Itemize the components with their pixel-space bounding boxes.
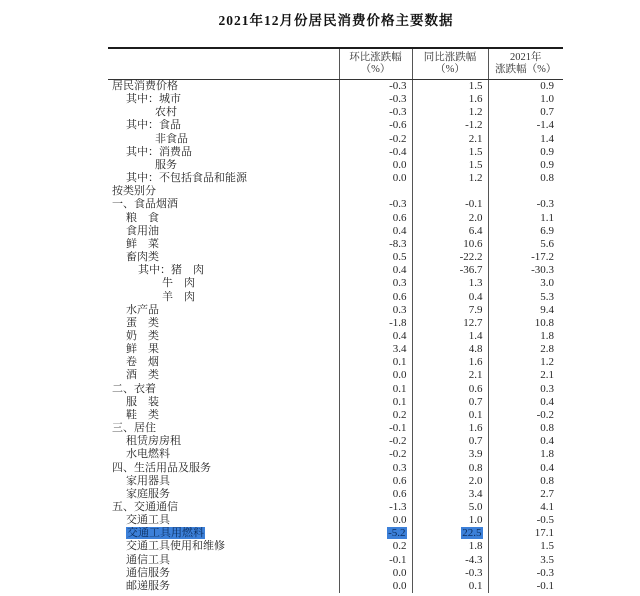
cell-yoy: 0.7: [468, 435, 483, 448]
header-mom-line1: 环比涨跌幅: [349, 51, 402, 63]
row-label: 水产品: [126, 303, 159, 316]
cell-mom: -0.1: [389, 422, 407, 435]
row-label: 食用油: [126, 224, 159, 237]
table-row: [108, 330, 563, 343]
cell-year: 3.5: [540, 553, 554, 566]
row-label: 农村: [155, 106, 177, 119]
table-row: [108, 580, 563, 593]
cell-yoy: 1.3: [468, 277, 483, 290]
cell-year: 1.0: [540, 93, 554, 106]
table-row: [108, 435, 563, 448]
cell-year: 0.7: [540, 106, 554, 119]
row-label: 按类别分: [112, 185, 156, 198]
table-row: [108, 488, 563, 501]
row-label: 粮 食: [126, 211, 159, 224]
cell-yoy: 1.2: [468, 172, 483, 185]
cell-mom: 0.1: [392, 382, 407, 395]
cell-year: 0.8: [540, 422, 554, 435]
row-label: 五、交通通信: [112, 501, 178, 513]
cell-yoy: 1.5: [468, 145, 483, 158]
cell-yoy: 0.1: [468, 408, 483, 421]
row-label: 居民消费价格: [112, 80, 178, 92]
cell-yoy: 0.7: [468, 395, 483, 408]
row-label: 一、食品烟酒: [112, 198, 178, 211]
row-label: 鲜 菜: [126, 237, 159, 250]
row-label: 服务: [155, 158, 177, 171]
header-year-line1: 2021年: [510, 51, 542, 63]
header-yoy-line1: 同比涨跌幅: [423, 51, 477, 63]
cpi-table: [108, 47, 563, 593]
cell-year: 1.8: [540, 448, 554, 461]
table-row: [108, 554, 563, 567]
cell-yoy: 10.6: [463, 237, 483, 250]
row-label: 卷 烟: [126, 356, 159, 369]
cell-year: 1.8: [540, 329, 554, 342]
header-label-column: [108, 48, 339, 80]
table-row: [108, 212, 563, 225]
cell-mom: 0.2: [392, 540, 407, 553]
row-label: 其中：猪 肉: [138, 264, 204, 277]
cell-year: -17.2: [531, 251, 554, 264]
row-label: 畜肉类: [126, 251, 159, 264]
cell-yoy: 1.5: [468, 80, 483, 92]
cell-mom: -0.2: [389, 435, 407, 448]
cell-yoy: -22.2: [459, 251, 483, 264]
table-row: [108, 291, 563, 304]
cell-year: -0.1: [536, 579, 554, 592]
row-label: 鞋 类: [126, 408, 159, 421]
cell-year: 6.9: [540, 224, 554, 237]
row-label: 交通工具使用和维修: [126, 540, 225, 553]
row-label: 奶 类: [126, 329, 159, 342]
header-yoy-line2: （%）: [435, 64, 465, 75]
cell-year: 17.1: [534, 527, 554, 540]
cell-year: -0.2: [536, 408, 554, 421]
cell-year: -0.3: [536, 198, 554, 211]
table-row: [108, 185, 563, 198]
cell-year: 0.9: [540, 158, 554, 171]
cell-yoy: 6.4: [468, 224, 483, 237]
cell-year: 4.1: [540, 501, 554, 513]
cell-yoy: 0.4: [468, 290, 483, 303]
page-title: 2021年12月份居民消费价格主要数据: [218, 13, 454, 28]
cell-yoy: 5.0: [468, 501, 483, 513]
table-row: [108, 159, 563, 172]
row-label: 家庭服务: [126, 487, 170, 500]
table-row: [108, 119, 563, 132]
cell-year: 2.1: [540, 369, 554, 382]
cell-mom: 0.0: [392, 369, 407, 382]
table-row: [108, 304, 563, 317]
cell-mom: 0.6: [392, 211, 407, 224]
cell-mom: 0.4: [392, 264, 407, 277]
cell-year: 5.6: [540, 237, 554, 250]
row-label: 通信服务: [126, 566, 170, 579]
cell-yoy: -0.3: [465, 566, 483, 579]
table-row: [108, 475, 563, 488]
table-row: [108, 106, 563, 119]
cell-mom: 0.4: [392, 224, 407, 237]
cell-year: 0.9: [540, 80, 554, 92]
table-row: [108, 93, 563, 106]
cell-year: 1.1: [540, 211, 554, 224]
cell-yoy: 2.0: [468, 474, 483, 487]
header-mom-line2: （%）: [360, 64, 391, 75]
cell-yoy: 1.6: [468, 356, 483, 369]
table-row: [108, 238, 563, 251]
cell-yoy: 0.8: [468, 461, 483, 474]
cell-mom: -0.3: [389, 106, 407, 119]
cell-mom: 0.0: [392, 158, 407, 171]
cell-mom: -1.8: [389, 316, 407, 329]
cell-mom: 0.1: [392, 356, 407, 369]
cell-mom: 0.3: [392, 303, 407, 316]
cell-year: 0.8: [540, 474, 554, 487]
table-row: [108, 448, 563, 461]
cell-yoy: 1.4: [468, 329, 483, 342]
cell-mom: 0.3: [392, 277, 407, 290]
cell-year: 0.3: [540, 382, 554, 395]
table-row: [108, 198, 563, 211]
cell-year: 1.5: [540, 540, 554, 553]
row-label: 二、衣着: [112, 382, 156, 395]
cell-mom: 0.2: [392, 408, 407, 421]
header-year-line2: 涨跌幅（%）: [495, 64, 557, 75]
cell-yoy: 4.8: [468, 343, 483, 356]
cell-yoy: 1.2: [468, 106, 483, 119]
cell-mom: 0.3: [392, 461, 407, 474]
cell-year: -1.4: [536, 119, 554, 132]
row-label: 其中：食品: [126, 119, 181, 132]
row-label: 家用器具: [126, 474, 170, 487]
cell-year: 0.9: [540, 145, 554, 158]
cell-mom: 0.0: [392, 579, 407, 592]
table-row: [108, 133, 563, 146]
cell-mom: 0.6: [392, 487, 407, 500]
row-label: 羊 肉: [162, 290, 195, 303]
cell-year: 9.4: [540, 303, 554, 316]
row-label: 交通工具用燃料: [127, 527, 204, 540]
cell-year: 0.4: [540, 461, 554, 474]
row-label: 交通工具: [126, 514, 170, 527]
cell-mom: 3.4: [392, 343, 407, 356]
cell-yoy: 1.6: [468, 93, 483, 106]
cell-mom: 0.5: [392, 251, 407, 264]
cell-year: 3.0: [540, 277, 554, 290]
table-row: [108, 343, 563, 356]
cell-mom: -0.4: [389, 145, 407, 158]
table-row: [108, 567, 563, 580]
row-label: 三、居住: [112, 422, 156, 435]
header-row: [108, 48, 563, 80]
row-label: 水电燃料: [126, 448, 170, 461]
cell-yoy: -36.7: [459, 264, 483, 277]
cell-year: -0.5: [536, 514, 554, 527]
row-label: 非食品: [155, 132, 188, 145]
table-row: [108, 172, 563, 185]
row-label: 其中：城市: [126, 93, 181, 106]
table-row: [108, 80, 563, 94]
row-label: 其中：消费品: [126, 145, 192, 158]
table-row: [108, 356, 563, 369]
cell-yoy: 0.6: [468, 382, 483, 395]
cell-mom: 0.0: [392, 172, 407, 185]
header-year: [488, 48, 563, 80]
cell-year: -30.3: [531, 264, 554, 277]
table-row: [108, 251, 563, 264]
row-label: 服 装: [126, 395, 159, 408]
cell-year: 0.8: [540, 172, 554, 185]
header-yoy: [412, 48, 488, 80]
cell-yoy: 1.8: [468, 540, 483, 553]
table-row: [108, 501, 563, 514]
cell-year: 10.8: [534, 316, 554, 329]
cell-mom: 0.1: [392, 395, 407, 408]
table-row: [108, 527, 563, 540]
table-body: [108, 80, 563, 594]
cell-year: 1.2: [540, 356, 554, 369]
row-label: 酒 类: [126, 369, 159, 382]
row-label: 通信工具: [126, 553, 170, 566]
table-row: [108, 383, 563, 396]
cell-yoy: 3.9: [468, 448, 483, 461]
cell-yoy: 1.0: [468, 514, 483, 527]
cell-mom: 0.0: [392, 514, 407, 527]
table-row: [108, 409, 563, 422]
row-label: 牛 肉: [162, 277, 195, 290]
table-row: [108, 396, 563, 409]
cell-yoy: 2.0: [468, 211, 483, 224]
cell-yoy: 7.9: [468, 303, 483, 316]
cell-year: 1.4: [540, 132, 554, 145]
cell-yoy: 1.5: [468, 158, 483, 171]
cell-mom: 0.6: [392, 290, 407, 303]
cell-year: 0.4: [540, 435, 554, 448]
document-page: [108, 0, 564, 593]
table-row: [108, 277, 563, 290]
cell-yoy: 2.1: [468, 369, 483, 382]
cell-year: -0.3: [536, 566, 554, 579]
cell-yoy: 12.7: [463, 316, 483, 329]
cell-yoy: -0.1: [465, 198, 483, 211]
table-row: [108, 462, 563, 475]
table-row: [108, 225, 563, 238]
cell-yoy: 0.1: [468, 579, 483, 592]
row-label: 租赁房房租: [126, 435, 181, 448]
cell-yoy: 1.6: [468, 422, 483, 435]
table-row: [108, 369, 563, 382]
row-label: 四、生活用品及服务: [112, 461, 211, 474]
cell-yoy: 22.5: [462, 527, 482, 540]
cell-mom: 0.4: [392, 329, 407, 342]
cell-yoy: -4.3: [465, 553, 483, 566]
cell-mom: -0.2: [389, 132, 407, 145]
cell-mom: -0.6: [389, 119, 407, 132]
row-label: 邮递服务: [126, 579, 170, 592]
row-label: 其中：不包括食品和能源: [126, 172, 247, 185]
cell-year: 0.4: [540, 395, 554, 408]
cell-year: 2.7: [540, 487, 554, 500]
cell-mom: -0.2: [389, 448, 407, 461]
cell-year: 5.3: [540, 290, 554, 303]
cell-yoy: 3.4: [468, 487, 483, 500]
row-label: 蛋 类: [126, 316, 159, 329]
table-header: [108, 48, 563, 80]
cell-yoy: -1.2: [465, 119, 483, 132]
cell-mom: -0.3: [389, 198, 407, 211]
table-row: [108, 264, 563, 277]
table-row: [108, 540, 563, 553]
cell-mom: -0.3: [389, 80, 407, 92]
cell-yoy: 2.1: [468, 132, 483, 145]
table-row: [108, 514, 563, 527]
cell-mom: 0.0: [392, 566, 407, 579]
cell-mom: -0.3: [389, 93, 407, 106]
cell-mom: -8.3: [389, 237, 407, 250]
table-row: [108, 146, 563, 159]
cell-mom: -1.3: [389, 501, 407, 513]
cell-mom: -0.1: [389, 553, 407, 566]
row-label: 鲜 果: [126, 343, 159, 356]
header-mom: [339, 48, 412, 80]
cell-mom: 0.6: [392, 474, 407, 487]
cell-year: 2.8: [540, 343, 554, 356]
table-row: [108, 422, 563, 435]
table-row: [108, 317, 563, 330]
cell-mom: -5.2: [388, 527, 406, 540]
